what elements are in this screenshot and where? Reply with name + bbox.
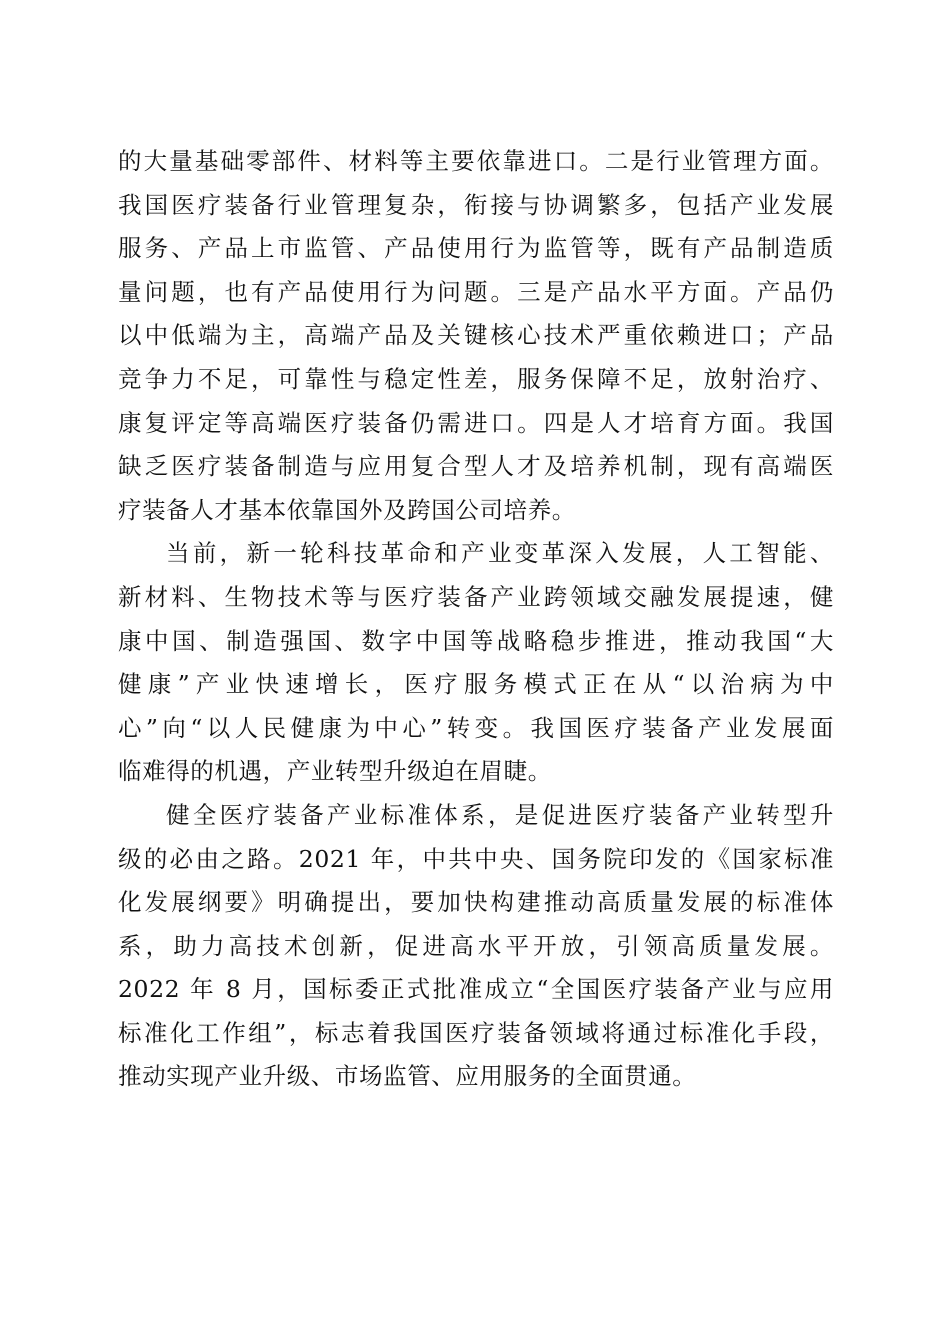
text-line: 我国医疗装备行业管理复杂，衔接与协调繁多，包括产业发展 <box>118 190 834 219</box>
text-line: 推动实现产业升级、市场监管、应用服务的全面贯通。 <box>118 1062 697 1091</box>
text-line: 康复评定等高端医疗装备仍需进口。四是人才培育方面。我国 <box>118 408 834 437</box>
text-line: 级的必由之路。2021 年，中共中央、国务院印发的《国家标准 <box>118 844 834 873</box>
text-line: 当前，新一轮科技革命和产业变革深入发展，人工智能、 <box>166 539 834 568</box>
text-line: 康中国、制造强国、数字中国等战略稳步推进，推动我国“大 <box>118 626 834 655</box>
text-line: 新材料、生物技术等与医疗装备产业跨领域交融发展提速，健 <box>118 582 834 611</box>
text-line: 以中低端为主，高端产品及关键核心技术严重依赖进口；产品 <box>118 321 834 350</box>
text-line: 量问题，也有产品使用行为问题。三是产品水平方面。产品仍 <box>118 277 834 306</box>
paragraph-1 <box>118 140 834 532</box>
text-line: 临难得的机遇，产业转型升级迫在眉睫。 <box>118 757 552 786</box>
paragraph-3 <box>118 794 834 1099</box>
text-line: 2022 年 8 月，国标委正式批准成立“全国医疗装备产业与应用 <box>118 975 834 1004</box>
text-line: 的大量基础零部件、材料等主要依靠进口。二是行业管理方面。 <box>118 147 834 175</box>
text-line: 服务、产品上市监管、产品使用行为监管等，既有产品制造质 <box>118 234 834 263</box>
text-line: 健康”产业快速增长，医疗服务模式正在从“以治病为中 <box>118 670 834 699</box>
text-line: 心”向“以人民健康为中心”转变。我国医疗装备产业发展面 <box>118 713 834 742</box>
paragraph-2 <box>118 532 834 794</box>
text-line: 标准化工作组”，标志着我国医疗装备领域将通过标准化手段， <box>118 1018 834 1047</box>
text-line: 化发展纲要》明确提出，要加快构建推动高质量发展的标准体 <box>118 888 834 917</box>
text-line: 系，助力高技术创新，促进高水平开放，引领高质量发展。 <box>118 931 834 960</box>
text-line: 疗装备人才基本依靠国外及跨国公司培养。 <box>118 495 576 524</box>
text-line: 健全医疗装备产业标准体系，是促进医疗装备产业转型升 <box>166 800 834 829</box>
document-body <box>118 140 834 1099</box>
text-line: 竞争力不足，可靠性与稳定性差，服务保障不足，放射治疗、 <box>118 364 834 393</box>
text-line: 缺乏医疗装备制造与应用复合型人才及培养机制，现有高端医 <box>118 452 834 481</box>
